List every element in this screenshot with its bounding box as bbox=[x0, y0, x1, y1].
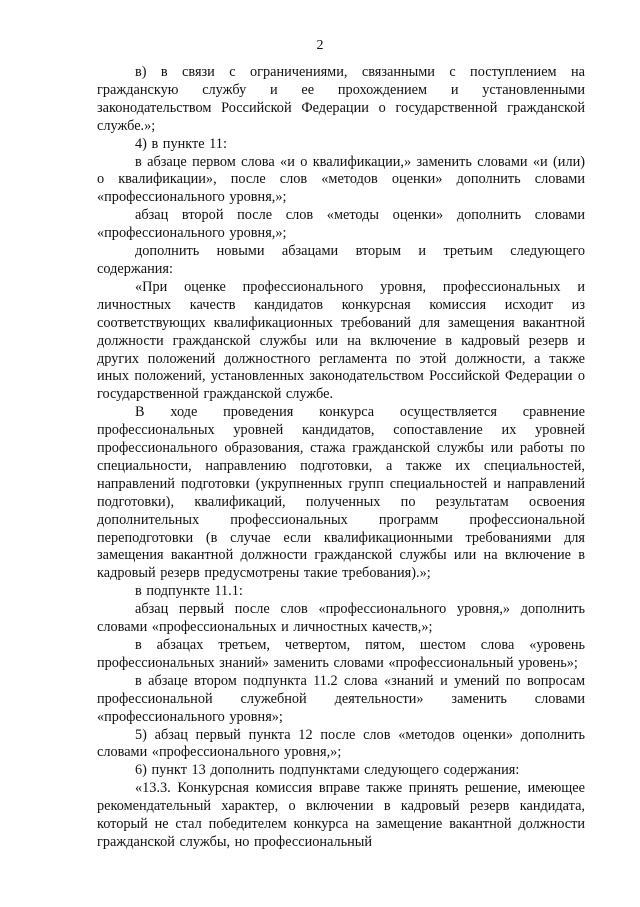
paragraph-11: в абзаце втором подпункта 11.2 слова «знаний и умений по вопросам профессиональной служебной деятельности» заменить словами «профессионального уровня»; bbox=[97, 672, 585, 725]
paragraph-3: в абзаце первом слова «и о квалификации,» заменить словами «и (или) о квалификации», после слов «методов оценки» дополнить словами «профессионального уровня,»; bbox=[97, 153, 585, 206]
paragraph-10: в абзацах третьем, четвертом, пятом, шестом слова «уровень профессиональных знаний» заменить словами «профессиональный уровень»; bbox=[97, 637, 585, 671]
paragraph-14: «13.3. Конкурсная комиссия вправе также принять решение, имеющее рекомендательный характер, о включении в кадровый резерв кандидата, который не стал победителем конкурса на замещение вакантной должности гражданской службы, но профессиональный bbox=[97, 780, 585, 850]
paragraph-12: 5) абзац первый пункта 12 после слов «методов оценки» дополнить словами «профессионального уровня,»; bbox=[97, 726, 585, 761]
paragraph-2: 4) в пункте 11: bbox=[135, 135, 227, 152]
paragraph-7: В ходе проведения конкурса осуществляется сравнение профессиональных уровней кандидатов, сопоставление их уровней профессионального образования, стажа гражданской службы или работы по специальности, направлению подготовки, а также их специальностей, направлений подготовки (укрупненных групп специальностей и направлений подготовки), квалификаций, полученных по результатам освоения дополнительных профессиональных программ профессиональной переподготовки (в случае если квалификационными требованиями для замещения вакантной должности гражданской службы или на включение в кадровый резерв предусмотрены такие требования).»; bbox=[97, 404, 585, 582]
paragraph-6: «При оценке профессионального уровня, профессиональных и личностных качеств кандидатов конкурсная комиссия исходит из соответствующих квалификационных требований для замещения вакантной должности гражданской службы или на включение в кадровый резерв и других положений должностного регламента по этой должности, а также иных положений, установленных законодательством Российской Федерации о государственной гражданской службе. bbox=[97, 278, 585, 403]
paragraph-1: в) в связи с ограничениями, связанными с поступлением на гражданскую службу и ее прохождением и установленными законодательством Российской Федерации о государственной гражданской службе.»; bbox=[97, 64, 585, 134]
paragraph-5: дополнить новыми абзацами вторым и третьим следующего содержания: bbox=[97, 243, 585, 277]
page-number: 2 bbox=[316, 38, 324, 53]
paragraph-9: абзац первый после слов «профессионального уровня,» дополнить словами «профессиональных и личностных качеств,»; bbox=[97, 601, 585, 636]
paragraph-13: 6) пункт 13 дополнить подпунктами следующего содержания: bbox=[135, 762, 520, 779]
paragraph-8: в подпункте 11.1: bbox=[135, 583, 243, 600]
document-body bbox=[97, 64, 585, 852]
paragraph-4: абзац второй после слов «методы оценки» дополнить словами «профессионального уровня,»; bbox=[97, 207, 585, 242]
